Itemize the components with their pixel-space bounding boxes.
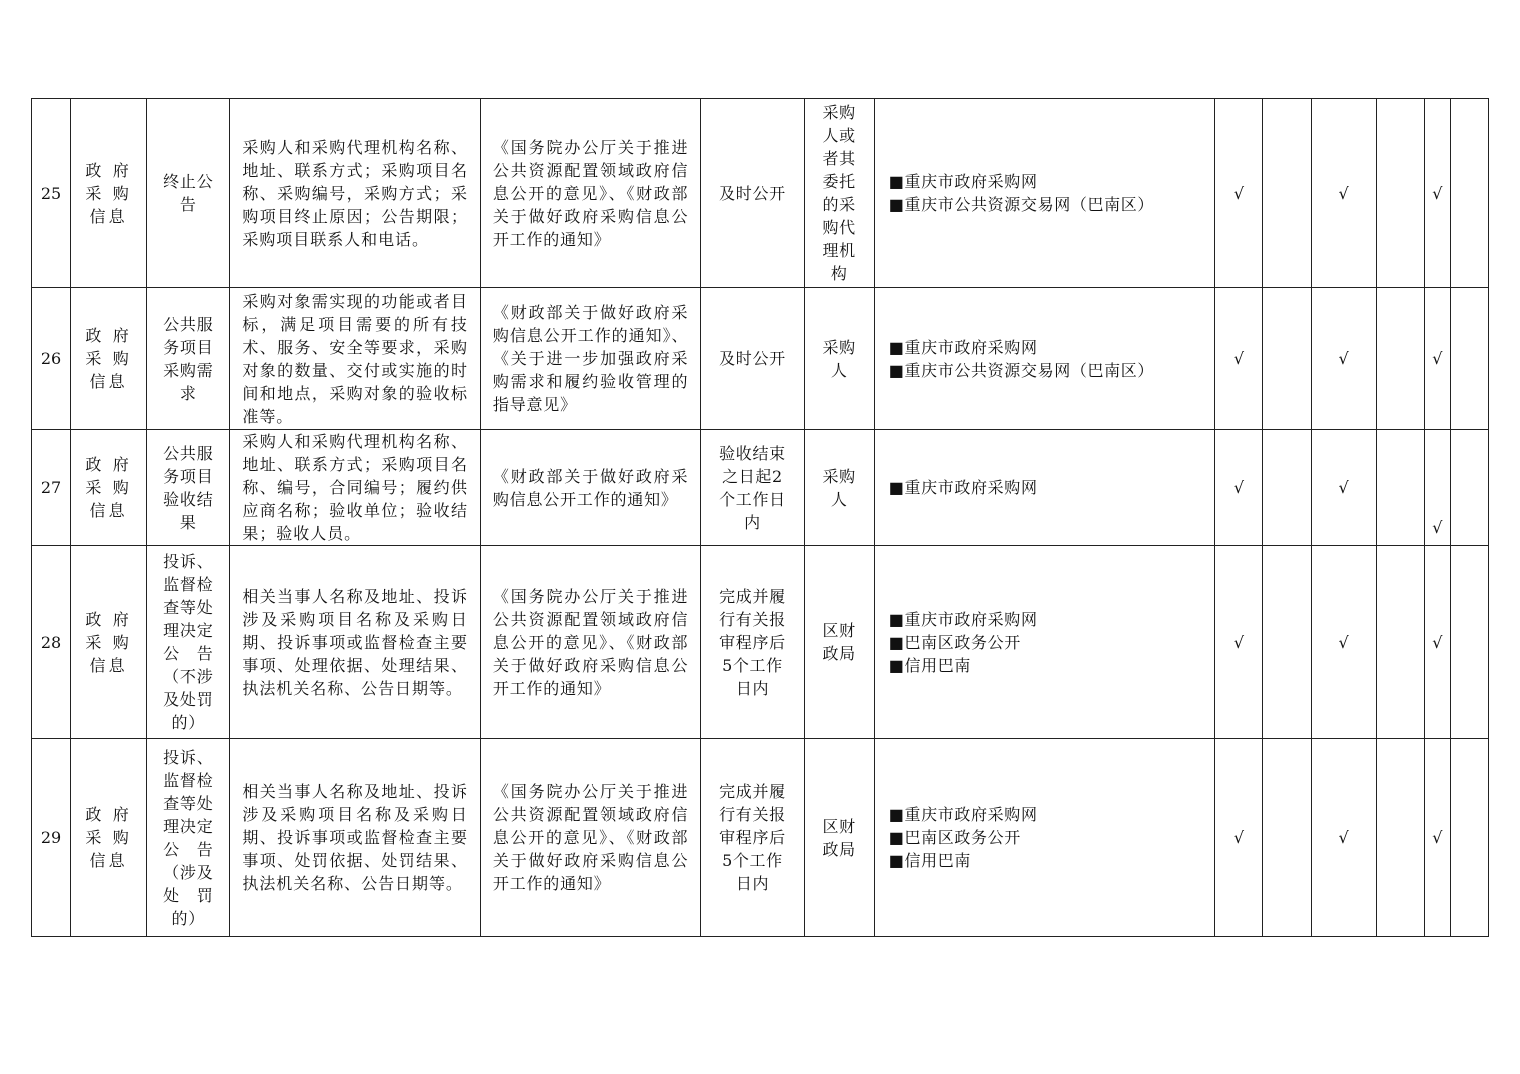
table-row xyxy=(32,99,1489,288)
category-cell: 政 府 采 购 信息 xyxy=(71,99,147,288)
basis-cell: 《国务院办公厅关于推进公共资源配置领域政府信息公开的意见》、《财政部关于做好政府采购信息公开工作的通知》 xyxy=(480,739,700,937)
channel-cell xyxy=(874,288,1215,430)
check-mark: √ xyxy=(1215,546,1263,739)
disclosure-table xyxy=(31,98,1489,937)
time-limit-cell: 完成并履 行有关报 审程序后 5个工作 日内 xyxy=(701,546,804,739)
check-cell-empty xyxy=(1450,430,1488,546)
content-cell: 采购人和采购代理机构名称、地址、联系方式；采购项目名称、编号，合同编号；履约供应商名称；验收单位；验收结果；验收人员。 xyxy=(230,430,481,546)
basis-cell: 《财政部关于做好政府采购信息公开工作的通知》 xyxy=(480,430,700,546)
subject-cell: 采购 人 xyxy=(804,430,874,546)
check-cell-empty xyxy=(1376,430,1424,546)
check-mark: √ xyxy=(1311,739,1376,937)
content-cell: 相关当事人名称及地址、投诉涉及采购项目名称及采购日期、投诉事项或监督检查主要事项、处理依据、处理结果、执法机关名称、公告日期等。 xyxy=(230,546,481,739)
category-cell: 政 府 采 购 信息 xyxy=(71,430,147,546)
table-row xyxy=(32,430,1489,546)
check-mark: √ xyxy=(1311,546,1376,739)
check-mark: √ xyxy=(1424,739,1450,937)
channel-item: ■重庆市政府采购网 xyxy=(888,337,1038,357)
row-number: 29 xyxy=(32,739,71,937)
channel-item: ■巴南区政务公开 xyxy=(888,632,1021,652)
channel-item: ■重庆市政府采购网 xyxy=(888,805,1038,824)
channel-item: ■重庆市公共资源交易网（巴南区） xyxy=(888,360,1155,380)
check-cell-empty xyxy=(1450,739,1488,937)
basis-cell: 《国务院办公厅关于推进公共资源配置领域政府信息公开的意见》、《财政部关于做好政府采购信息公开工作的通知》 xyxy=(480,546,700,739)
check-mark: √ xyxy=(1215,430,1263,546)
check-mark: √ xyxy=(1215,739,1263,937)
time-limit-cell: 及时公开 xyxy=(701,288,804,430)
check-cell-empty xyxy=(1376,288,1424,430)
channel-item: ■重庆市公共资源交易网（巴南区） xyxy=(888,195,1155,214)
channel-cell xyxy=(874,739,1215,937)
check-mark: √ xyxy=(1424,546,1450,739)
subject-cell: 区财 政局 xyxy=(804,546,874,739)
time-limit-cell: 及时公开 xyxy=(701,99,804,288)
time-limit-cell: 验收结束 之日起2 个工作日 内 xyxy=(701,430,804,546)
item-cell: 终止公 告 xyxy=(147,99,230,288)
check-cell-empty xyxy=(1450,546,1488,739)
channel-item: ■重庆市政府采购网 xyxy=(888,609,1038,629)
category-cell: 政 府 采 购 信息 xyxy=(71,546,147,739)
table-row xyxy=(32,546,1489,739)
subject-cell: 采购 人 xyxy=(804,288,874,430)
channel-cell xyxy=(874,546,1215,739)
table-row xyxy=(32,739,1489,937)
time-limit-cell: 完成并履 行有关报 审程序后 5个工作 日内 xyxy=(701,739,804,937)
check-mark: √ xyxy=(1424,99,1450,288)
check-cell-empty xyxy=(1263,288,1311,430)
content-cell: 采购人和采购代理机构名称、地址、联系方式；采购项目名称、采购编号，采购方式；采购项目终止原因；公告期限；采购项目联系人和电话。 xyxy=(230,99,481,288)
channel-cell xyxy=(874,99,1215,288)
check-mark: √ xyxy=(1424,288,1450,430)
row-number: 28 xyxy=(32,546,71,739)
check-cell-empty xyxy=(1263,430,1311,546)
check-cell-empty xyxy=(1376,99,1424,288)
channel-item: ■重庆市政府采购网 xyxy=(888,172,1038,191)
check-cell-empty xyxy=(1376,739,1424,937)
check-cell-empty xyxy=(1263,99,1311,288)
basis-cell: 《国务院办公厅关于推进公共资源配置领域政府信息公开的意见》、《财政部关于做好政府采购信息公开工作的通知》 xyxy=(480,99,700,288)
category-cell: 政 府 采 购 信息 xyxy=(71,288,147,430)
item-cell: 公共服 务项目 采购需 求 xyxy=(147,288,230,430)
item-cell: 公共服 务项目 验收结 果 xyxy=(147,430,230,546)
check-cell-empty xyxy=(1263,546,1311,739)
channel-item: ■信用巴南 xyxy=(888,851,972,870)
channel-item: ■信用巴南 xyxy=(888,655,972,675)
check-cell-empty xyxy=(1450,99,1488,288)
check-mark: √ xyxy=(1424,430,1450,546)
row-number: 27 xyxy=(32,430,71,546)
category-cell: 政 府 采 购 信息 xyxy=(71,739,147,937)
check-mark: √ xyxy=(1215,99,1263,288)
check-cell-empty xyxy=(1263,739,1311,937)
check-mark: √ xyxy=(1311,430,1376,546)
basis-cell: 《财政部关于做好政府采购信息公开工作的通知》、《关于进一步加强政府采购需求和履约验收管理的指导意见》 xyxy=(480,288,700,430)
check-cell-empty xyxy=(1450,288,1488,430)
check-mark: √ xyxy=(1311,288,1376,430)
content-cell: 相关当事人名称及地址、投诉涉及采购项目名称及采购日期、投诉事项或监督检查主要事项、处罚依据、处罚结果、执法机关名称、公告日期等。 xyxy=(230,739,481,937)
subject-cell: 采购 人或 者其 委托 的采 购代 理机 构 xyxy=(804,99,874,288)
content-cell: 采购对象需实现的功能或者目标，满足项目需要的所有技术、服务、安全等要求，采购对象的数量、交付或实施的时间和地点，采购对象的验收标准等。 xyxy=(230,288,481,430)
channel-item: ■重庆市政府采购网 xyxy=(888,478,1038,497)
check-mark: √ xyxy=(1311,99,1376,288)
check-mark: √ xyxy=(1215,288,1263,430)
channel-item: ■巴南区政务公开 xyxy=(888,828,1021,847)
item-cell: 投诉、 监督检 查等处 理决定 公 告 （不涉 及处罚 的） xyxy=(147,546,230,739)
channel-cell xyxy=(874,430,1215,546)
table-row xyxy=(32,288,1489,430)
item-cell: 投诉、 监督检 查等处 理决定 公 告 （涉及 处 罚 的） xyxy=(147,739,230,937)
row-number: 25 xyxy=(32,99,71,288)
subject-cell: 区财 政局 xyxy=(804,739,874,937)
row-number: 26 xyxy=(32,288,71,430)
check-cell-empty xyxy=(1376,546,1424,739)
